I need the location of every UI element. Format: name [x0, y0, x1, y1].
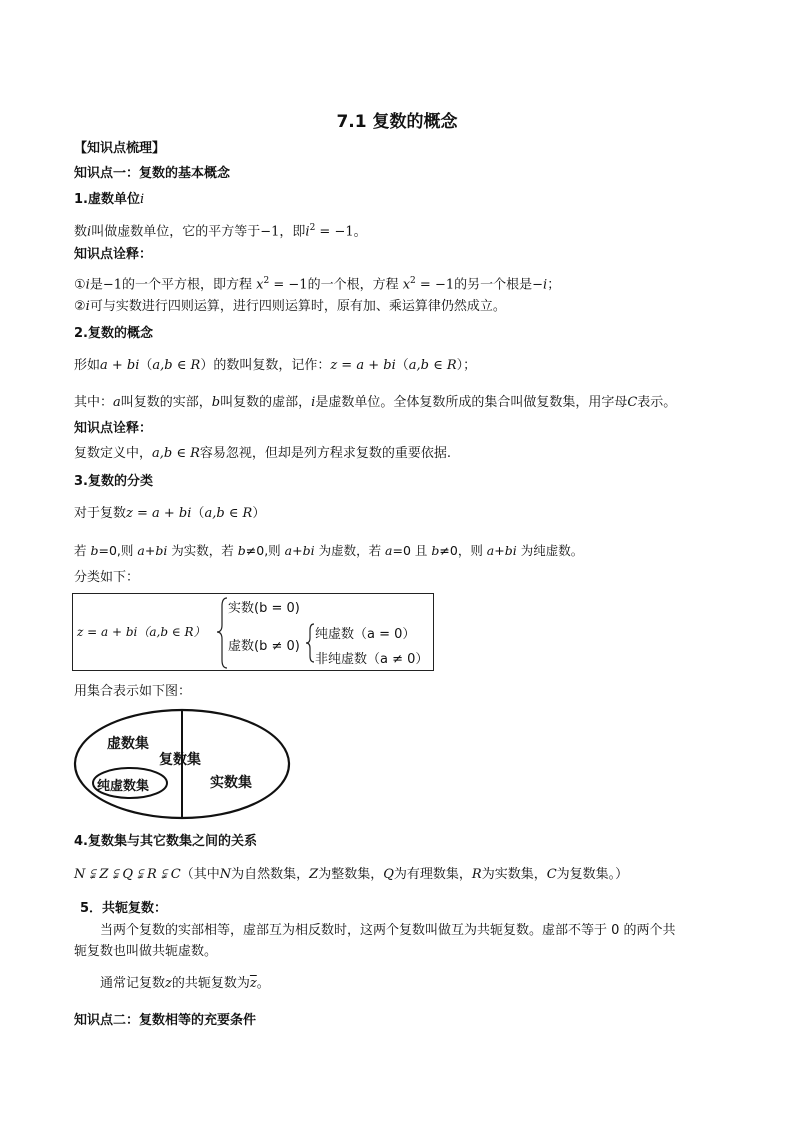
text: ，即: [279, 224, 306, 240]
line-set-diagram-intro: 用集合表示如下图：: [74, 684, 192, 699]
math: = −1: [269, 277, 308, 293]
var-z: z: [165, 976, 172, 991]
var: Z: [309, 867, 319, 882]
venn-label-complex: 复数集: [159, 752, 201, 768]
text: =0 且: [392, 543, 432, 558]
text: （: [395, 358, 409, 373]
var: a: [486, 543, 495, 558]
math: a,b ∈ R: [408, 358, 457, 373]
line-set-chain: [74, 866, 628, 884]
text: 可与实数进行四则运算，进行四则运算时，原有加、乘运算律仍然成立。: [89, 299, 506, 314]
math: a,b ∈ R: [204, 506, 253, 521]
var: b: [431, 543, 440, 558]
math: = −1: [415, 277, 455, 293]
text: （: [139, 358, 153, 373]
var-c: C: [627, 395, 638, 410]
text: 的一个平方根，即方程: [122, 277, 257, 293]
line-definition-note: [74, 445, 451, 463]
text: +: [292, 543, 303, 558]
venn-label-pure-imag: 纯虚数集: [97, 779, 150, 794]
var: bi: [504, 543, 517, 558]
text: 叫做虚数单位，它的平方等于: [91, 224, 261, 240]
venn-diagram: [72, 708, 292, 820]
var: R: [471, 867, 482, 882]
text: （: [191, 506, 205, 521]
math: −i: [532, 277, 548, 293]
knowledge-point-1-heading: 知识点一：复数的基本概念: [74, 166, 231, 181]
math: a + bi: [100, 358, 140, 373]
text: 为实数集，: [481, 867, 547, 882]
line-conditions: [74, 542, 583, 560]
var-i: i: [85, 299, 90, 314]
math: a,b ∈ R: [152, 446, 200, 461]
text: 的一个根，方程: [307, 277, 403, 293]
var-i: i: [85, 277, 90, 293]
math: z = a + bi: [126, 506, 192, 521]
line-real-imag-part: [74, 394, 676, 412]
classification-left: z = a + bi（a,b ∈ R）: [77, 625, 206, 639]
text: 数: [74, 224, 88, 240]
text: （其中: [180, 867, 220, 882]
note-heading-2: 知识点诠释：: [74, 421, 153, 436]
text: ）: [252, 506, 266, 521]
text: ）的数叫复数，记作：: [200, 358, 331, 373]
note-heading-1: 知识点诠释：: [74, 247, 153, 262]
var: bi: [155, 543, 168, 558]
var: b: [90, 543, 99, 558]
line-imaginary-unit-def: [74, 219, 367, 241]
classification-imag: 虚数(b ≠ 0): [228, 639, 300, 654]
text: 容易忽视，但却是列方程求复数的重要依据.: [199, 446, 452, 461]
text: 为复数集。）: [556, 867, 629, 882]
comment-1: [74, 272, 560, 294]
line-classify-as-follows: 分类如下：: [74, 570, 140, 585]
var-i: i: [311, 395, 316, 410]
classification-pure-imag: 纯虚数（a = 0）: [315, 627, 416, 642]
var-b: b: [211, 395, 221, 410]
circled-number: ②: [74, 299, 86, 314]
venn-label-real: 实数集: [210, 775, 252, 791]
var-i: i: [139, 192, 145, 207]
heading-classification: 3.复数的分类: [74, 474, 153, 489]
line-conjugate-def-2: 轭复数也叫做共轭虚数。: [74, 944, 218, 959]
text: 表示。: [637, 395, 677, 410]
line-complex-def: [74, 357, 476, 375]
math: = −1: [315, 224, 354, 240]
var: Q: [383, 867, 394, 882]
heading-conjugate: 5．共轭复数：: [80, 901, 168, 916]
var: a: [385, 543, 393, 558]
var: b: [237, 543, 246, 558]
text: +: [494, 543, 505, 558]
heading-set-relations: 4.复数集与其它数集之间的关系: [74, 834, 257, 849]
text: =0,则: [98, 543, 138, 558]
exponent: 2: [263, 276, 270, 286]
classification-non-pure-imag: 非纯虚数（a ≠ 0）: [315, 652, 429, 667]
text: +: [144, 543, 156, 558]
page-title: 7.1 复数的概念: [336, 112, 458, 132]
text: 叫复数的实部，: [120, 395, 212, 410]
line-for-complex: [74, 505, 265, 523]
var-z-bar: $\overline{z}$: [249, 976, 257, 991]
var-i: i: [305, 224, 310, 240]
var-a: a: [113, 395, 121, 410]
text: 为整数集，: [318, 867, 384, 882]
venn-label-imag: 虚数集: [107, 736, 149, 752]
heading-imaginary-unit: [74, 191, 144, 209]
text: ≠0,则: [245, 543, 285, 558]
section-header: 【知识点梳理】: [74, 141, 166, 156]
text: 其中：: [74, 395, 114, 410]
exponent: 2: [410, 276, 416, 286]
heading-complex-concept: 2.复数的概念: [74, 326, 153, 341]
math: a,b ∈ R: [152, 358, 201, 373]
var: bi: [302, 543, 315, 558]
text: 叫复数的虚部，: [220, 395, 312, 410]
heading-text: 1.虚数单位: [74, 192, 140, 207]
line-conjugate-notation: [100, 975, 270, 993]
var-x: x: [256, 277, 264, 293]
text: 通常记复数: [100, 976, 166, 991]
circled-number: ①: [74, 277, 86, 293]
math: −1: [260, 224, 280, 240]
exponent: 2: [309, 223, 316, 233]
text: 形如: [74, 358, 101, 373]
text: ≠0，则: [439, 543, 487, 558]
var: C: [546, 867, 557, 882]
var: a: [137, 543, 145, 558]
classification-box: [72, 593, 434, 671]
text: 。: [353, 224, 367, 240]
comment-2: [74, 298, 506, 316]
math: N ⫋ Z ⫋ Q ⫋ R ⫋ C: [74, 867, 181, 882]
text: ；: [547, 277, 561, 293]
line-conjugate-def-1: 当两个复数的实部相等，虚部互为相反数时，这两个复数叫做互为共轭复数。虚部不等于 0 的两个共: [100, 923, 676, 938]
knowledge-point-2-heading: 知识点二：复数相等的充要条件: [74, 1013, 257, 1028]
text: 复数定义中，: [74, 446, 153, 461]
var-x: x: [402, 277, 411, 293]
var: N: [219, 867, 232, 882]
text: 。: [256, 976, 270, 991]
text: 是: [89, 277, 103, 293]
text: ）；: [456, 358, 477, 373]
math: z = a + bi: [330, 358, 396, 373]
text: 为有理数集，: [393, 867, 472, 882]
text: 的另一个根是: [454, 277, 533, 293]
text: 若: [74, 543, 91, 558]
text: 为自然数集，: [231, 867, 310, 882]
text: 为虚数，若: [314, 543, 386, 558]
text: 为实数，若: [167, 543, 238, 558]
text: 对于复数: [74, 506, 127, 521]
math: −1: [102, 277, 123, 293]
var: a: [284, 543, 293, 558]
text: 的共轭复数为: [171, 976, 250, 991]
text: 是虚数单位。全体复数所成的集合叫做复数集，用字母: [315, 395, 628, 410]
var-i: i: [87, 224, 92, 240]
classification-real: 实数(b = 0): [228, 601, 300, 616]
text: 为纯虚数。: [516, 543, 584, 558]
